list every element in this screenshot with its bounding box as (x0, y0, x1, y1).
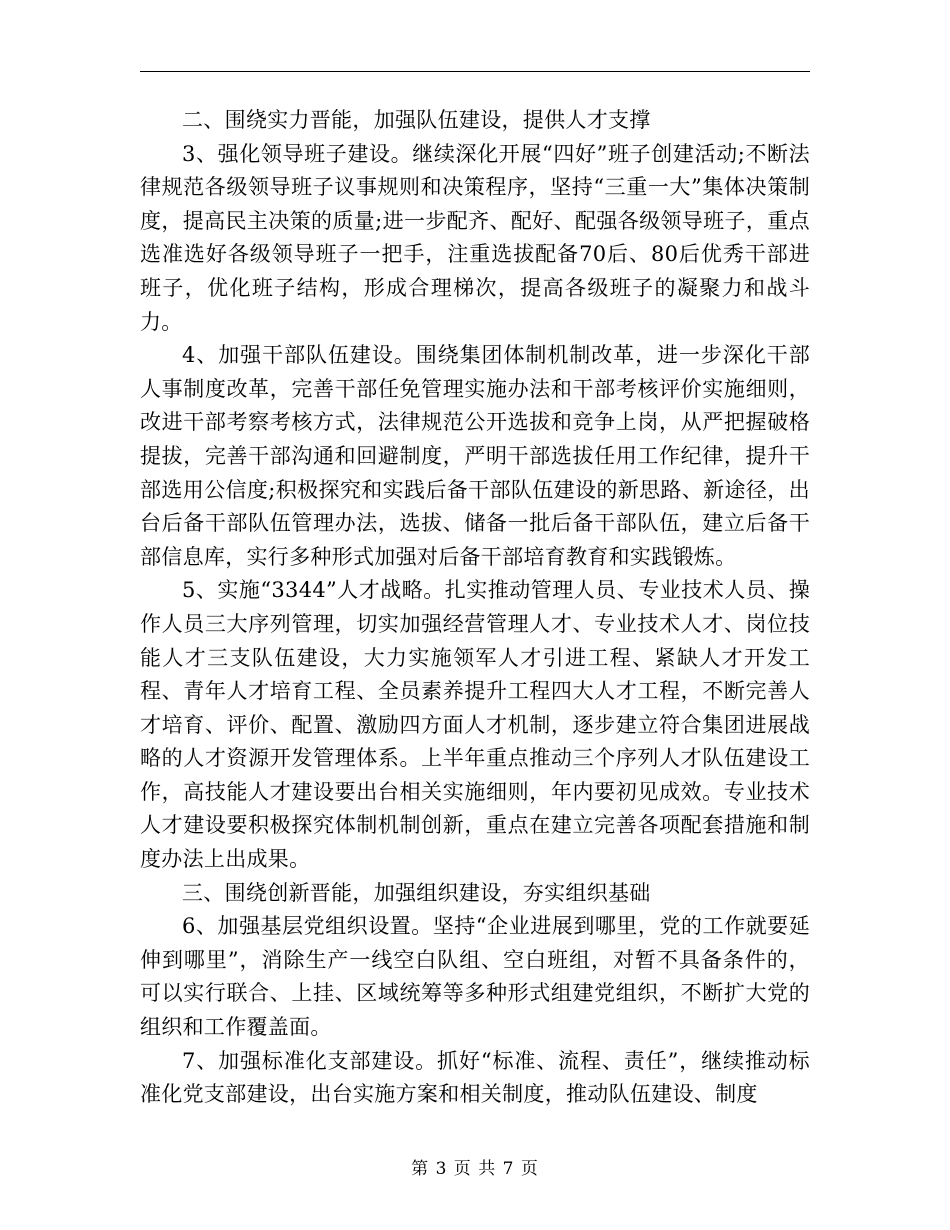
paragraph-cadre-team: 4、加强干部队伍建设。围绕集团体制机制改革，进一步深化干部人事制度改革，完善干部任免管理实施办法和干部考核评价实施细则，改进干部考察考核方式，法律规范公开选拔和竞争上岗，从严把握破格提拔，完善干部沟通和回避制度，严明干部选拔任用工作纪律，提升干部选用公信度;积极探究和实践后备干部队伍建设的新思路、新途径，出台后备干部队伍管理办法，选拔、储备一批后备干部队伍，建立后备干部信息库，实行多种形式加强对后备干部培育教育和实践锻炼。 (140, 343, 810, 569)
section-heading-three: 三、围绕创新晋能，加强组织建设，夯实组织基础 (182, 880, 651, 905)
section-heading-two: 二、围绕实力晋能，加强队伍建设，提供人才支撑 (182, 108, 651, 132)
page-number: 第 3 页 共 7 页 (411, 1159, 539, 1179)
header-rule (140, 71, 810, 72)
paragraph-grassroots-party: 6、加强基层党组织设置。坚持“企业进展到哪里，党的工作就要延伸到哪里”，消除生产一线空白队组、空白班组，对暂不具备条件的，可以实行联合、上挂、区域统筹等多种形式组建党组织，不断扩大党的组织和工作覆盖面。 (140, 914, 810, 1040)
paragraph-leadership-team: 3、强化领导班子建设。继续深化开展“四好”班子创建活动;不断法律规范各级领导班子议事规则和决策程序，坚持“三重一大”集体决策制度，提高民主决策的质量;进一步配齐、配好、配强各级领导班子，重点选准选好各级领导班子一把手，注重选拔配备70后、80后优秀干部进班子，优化班子结构，形成合理梯次，提高各级班子的凝聚力和战斗力。 (140, 141, 810, 334)
document-body (140, 104, 810, 1112)
paragraph-talent-strategy: 5、实施“3344”人才战略。扎实推动管理人员、专业技术人员、操作人员三大序列管理，切实加强经营管理人才、专业技术人才、岗位技能人才三支队伍建设，大力实施领军人才引进工程、紧缺人才开发工程、青年人才培育工程、全员素养提升工程四大人才工程，不断完善人才培育、评价、配置、激励四方面人才机制，逐步建立符合集团进展战略的人才资源开发管理体系。上半年重点推动三个序列人才队伍建设工作，高技能人才建设要出台相关实施细则，年内要初见成效。专业技术人才建设要积极探究体制机制创新，重点在建立完善各项配套措施和制度办法上出成果。 (140, 578, 810, 872)
paragraph-standard-branch: 7、加强标准化支部建设。抓好“标准、流程、责任”，继续推动标准化党支部建设，出台实施方案和相关制度，推动队伍建设、制度 (140, 1048, 810, 1107)
